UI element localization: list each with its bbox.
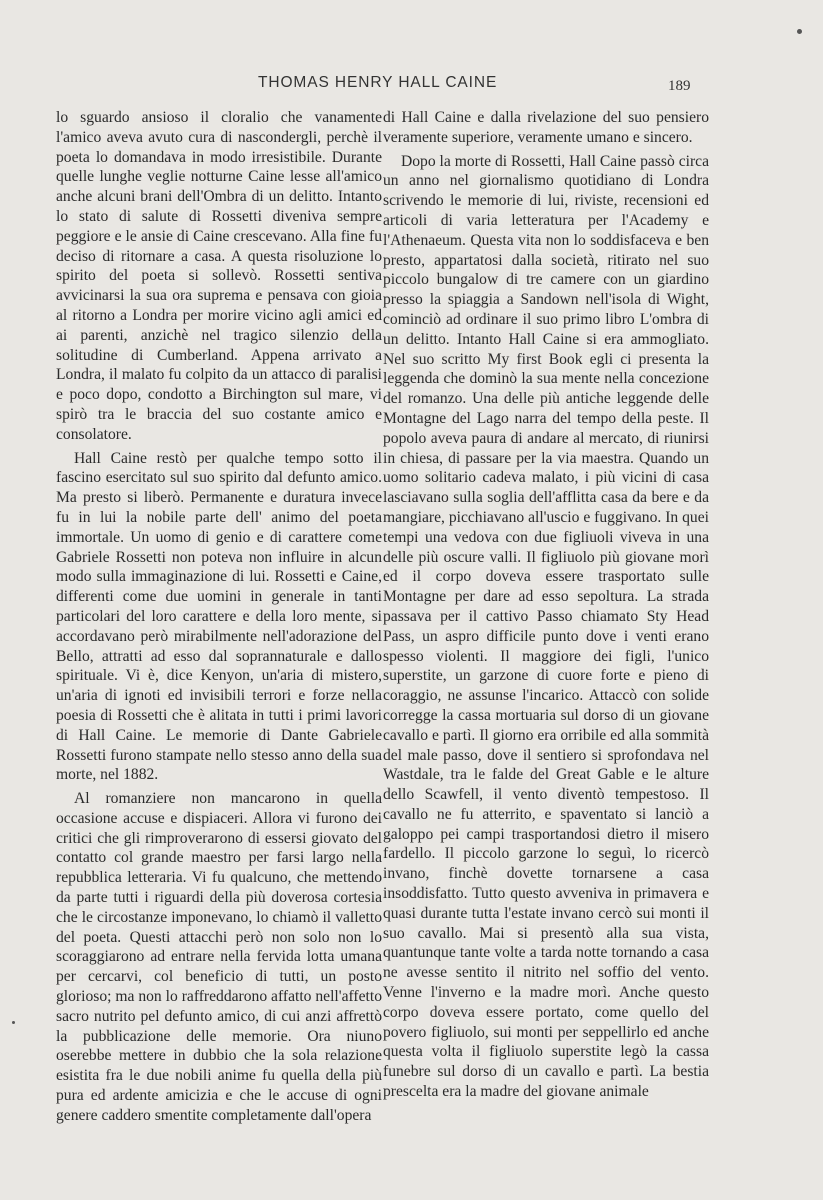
page-number: 189: [668, 78, 691, 94]
page-header: [0, 74, 823, 100]
paragraph: lo sguardo ansioso il cloralio che vanamente l'amico aveva avuto cura di nascondergli, perchè il poeta lo domandava in modo irresistibile. Durante quelle lunghe veglie notturne Caine lesse all'amico anche alcuni brani dell'Ombra di un delitto. Intanto lo stato di salute di Rossetti diveniva sempre peggiore e le ansie di Caine crescevano. Alla fine fu deciso di ritornare a casa. A questa risoluzione lo spirito del poeta si sollevò. Rossetti sentiva avvicinarsi la sua ora suprema e pensava con gioia al ritorno a Londra per morire vicino agli amici ed ai parenti, anzichè nel tragico silenzio della solitudine di Cumberland. Appena arrivato a Londra, il malato fu colpito da un attacco di paralisi e poco dopo, condotto a Birchington sul mare, vi spirò tra le braccia del suo costante amico e consolatore.: [56, 109, 382, 443]
running-title: THOMAS HENRY HALL CAINE: [258, 74, 498, 91]
left-column: [56, 108, 382, 1126]
paragraph: Al romanziere non mancarono in quella occasione accuse e dispiaceri. Allora vi furono dei critici che gli rimproverarono di essersi giovato del contatto col grande maestro per farsi largo nella repubblica letteraria. Vi fu qualcuno, che mettendo da parte tutti i riguardi della più doverosa cortesia che le circostanze imponevano, lo chiamò il valletto del poeta. Questi attacchi però non solo non lo scoraggiarono ad entrare nella fervida lotta umana per cercarvi, col beneficio di tutti, un posto glorioso; ma non lo raffreddarono affatto nell'affetto sacro nutrito pel defunto amico, di cui anzi affrettò la pubblicazione delle memorie. Ora niuno oserebbe mettere in dubbio che la sola relazione esistita fra le due nobili anime fu quella della più pura ed ardente amicizia e che le accuse di ogni genere caddero smentite completamente dall'opera: [56, 790, 382, 1124]
scan-speck: [797, 29, 802, 34]
paragraph: Hall Caine restò per qualche tempo sotto il fascino esercitato sul suo spirito dal defunto amico. Ma presto si liberò. Permanente e duratura invece fu in lui la nobile parte dell' animo del poeta immortale. Un uomo di genio e di carattere come Gabriele Rossetti non poteva non influire in alcun modo sulla immaginazione di lui. Rossetti e Caine, differenti come due uomini in generale in tanti particolari del loro carattere e della loro mente, si accordavano però mirabilmente nell'adorazione del Bello, attratti ad esso dal soprannaturale e dallo spirituale. Vi è, dice Kenyon, un'aria di mistero, un'aria di ignoti ed invisibili terrori e forze nella poesia di Rossetti che è alitata in tutti i primi lavori di Hall Caine. Le memorie di Dante Gabriele Rossetti furono stampate nello stesso anno della sua morte, nel 1882.: [56, 449, 382, 784]
paragraph: di Hall Caine e dalla rivelazione del suo pensiero veramente superiore, veramente umano e sincero.: [383, 109, 709, 146]
scan-speck: [12, 1021, 15, 1024]
paragraph: Dopo la morte di Rossetti, Hall Caine passò circa un anno nel giornalismo quotidiano di Londra scrivendo le memorie di lui, riviste, recensioni ed articoli di varia letteratura per l'Academy e l'Athenaeum. Questa vita non lo soddisfaceva e ben presto, appartatosi dalla società, ritirato nel suo piccolo bungalow di tre camere con un giardino presso la spiaggia a Sandown nell'isola di Wight, cominciò ad ordinare il suo primo libro L'ombra di un delitto. Intanto Hall Caine si era ammogliato. Nel suo scritto My first Book egli ci presenta la leggenda che dominò la sua mente nella concezione del romanzo. Una delle più antiche leggende delle Montagne del Lago narra del tempo della peste. Il popolo aveva paura di andare al mercato, di riunirsi in chiesa, di passare per la via maestra. Quando un uomo solitario cadeva malato, i più vicini di casa lasciavano sulla soglia dell'afflitta casa da bere e da mangiare, picchiavano all'uscio e fuggivano. In quei tempi una vedova con due figliuoli viveva in una delle più oscure valli. Il figliuolo più giovane morì ed il corpo doveva essere trasportato sulle Montagne per dare ad esso sepoltura. La strada passava per il cattivo Passo chiamato Sty Head Pass, un aspro difficile punto dove i venti erano spesso violenti. Il maggiore dei figli, l'unico superstite, un garzone di cuore forte e pieno di coraggio, ne assunse l'incarico. Attaccò con solide corregge la cassa mortuaria sul dorso di un giovane cavallo e partì. Il giorno era orribile ed alla sommità del male passo, dove il sentiero si sprofondava nel Wastdale, tra le falde del Great Gable e le alture dello Scawfell, il vento diventò tempestoso. Il cavallo ne fu atterrito, e spaventato si lanciò a galoppo pei campi trasportandosi dietro il misero fardello. Il piccolo garzone lo seguì, lo ricercò invano, finchè dovette tornarsene a casa insoddisfatto. Tutto questo avveniva in primavera e quasi durante tutta l'estate invano cercò sui monti il suo cavallo. Mai si presentò alla sua vista, quantunque tante volte a tarda notte tornando a casa ne avesse sentito il nitrito nel soffio del vento. Venne l'inverno e la madre morì. Anche questo corpo doveva essere portato, come quello del povero figliuolo, sui monti per seppellirlo ed anche questa volta il figliuolo superstite legò la cassa funebre sul dorso di un cavallo e partì. La bestia prescelta era la madre del giovane animale: [383, 152, 709, 1101]
right-column: [383, 108, 709, 1102]
